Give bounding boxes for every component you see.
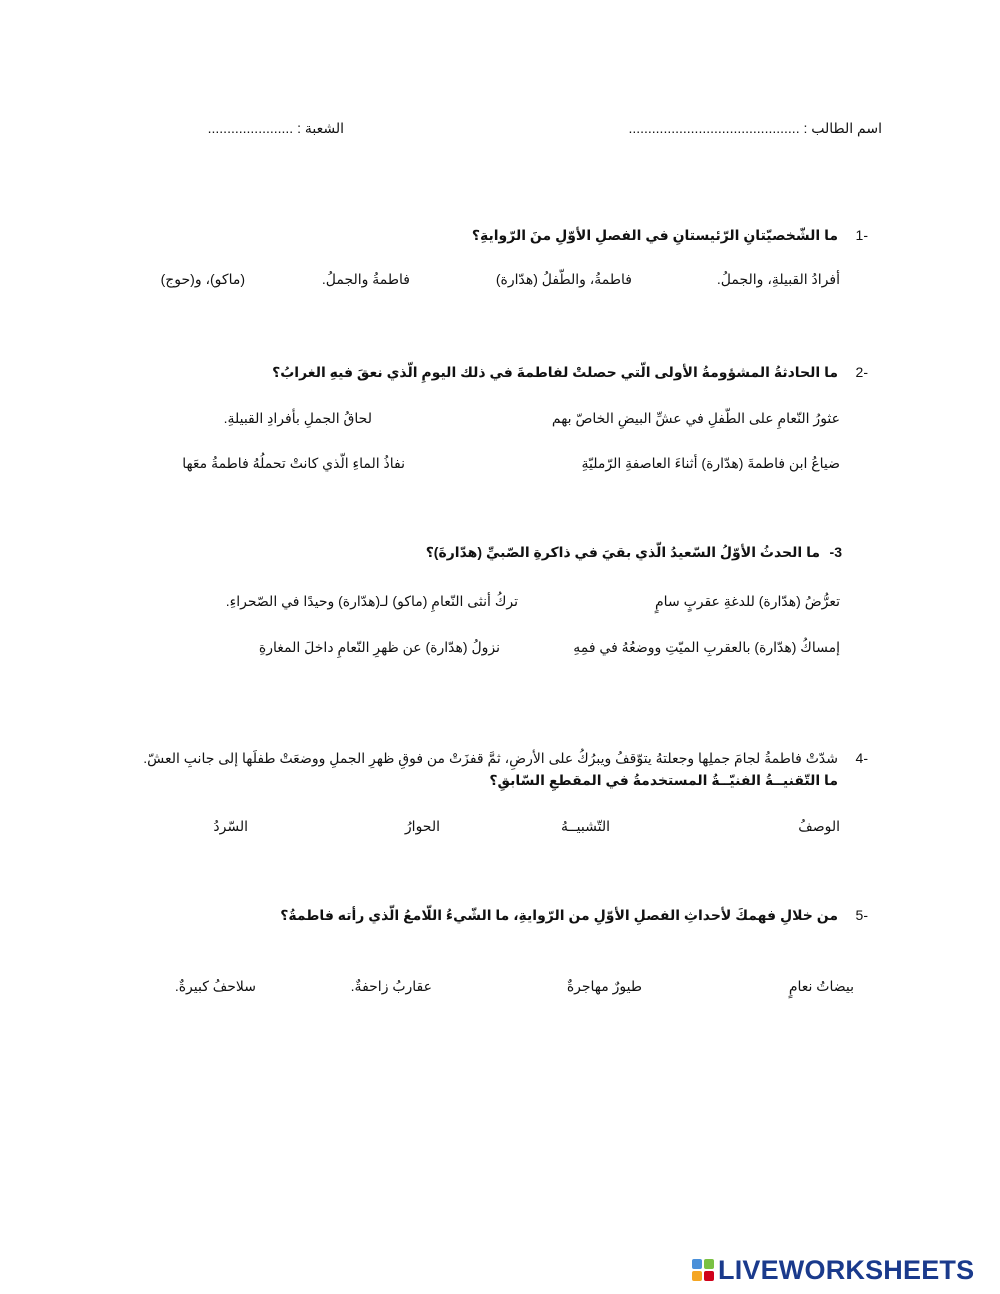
q2-option-4[interactable]: نفاذُ الماءِ الّذي كانتْ تحملُهُ فاطمةُ معَها — [182, 455, 405, 471]
q4-option-4[interactable]: السّردُ — [213, 818, 248, 834]
q1-option-1[interactable]: أفرادُ القبيلةِ، والجملُ. — [716, 271, 840, 287]
q3-option-3[interactable]: إمساكُ (هدّارة) بالعقربِ الميّتِ ووضعُهُ في فمِهِ — [573, 639, 840, 655]
q5-question: من خلالِ فهمكَ لأحداثِ الفصلِ الأوّلِ من الرّوايةِ، ما الشّيءُ اللّامعُ الّذي رأته فاطمةُ؟ — [280, 907, 838, 923]
section-field[interactable]: الشعبة : ...................... — [207, 120, 344, 136]
q1-option-2[interactable]: فاطمةُ، والطّفلُ (هدّارة) — [495, 271, 632, 287]
student-name-field[interactable]: اسم الطالب : ............................................ — [628, 120, 882, 136]
q1-number: 1- — [855, 227, 868, 243]
q2-number: 2- — [855, 364, 868, 380]
q2-option-3[interactable]: ضياعُ ابن فاطمةَ (هدّارة) أثناءَ العاصفةِ الرّمليّةِ — [581, 455, 840, 471]
q5-option-1[interactable]: بيضاتُ نعامٍ — [788, 978, 854, 994]
q5-number: 5- — [855, 907, 868, 923]
q4-number: 4- — [855, 750, 868, 766]
q5-option-2[interactable]: طيورٌ مهاجرةٌ — [566, 978, 642, 994]
q2-option-1[interactable]: عثورُ النّعامِ على الطّفلِ في عشِّ البيضِ الخاصّ بهم — [551, 410, 840, 426]
logo-icon — [692, 1259, 714, 1281]
q1-option-3[interactable]: فاطمةُ والجملُ. — [321, 271, 410, 287]
q4-option-1[interactable]: الوصفُ — [798, 818, 840, 834]
q4-option-2[interactable]: التّشبيــهُ — [560, 818, 610, 834]
q2-option-2[interactable]: لحاقُ الجملِ بأفرادِ القبيلةِ. — [223, 410, 372, 426]
q4-option-3[interactable]: الحوارُ — [404, 818, 440, 834]
logo-text: LIVEWORKSHEETS — [718, 1254, 975, 1285]
q3-option-4[interactable]: نزولُ (هدّارة) عن ظهرِ النّعامِ داخلَ المغارةِ — [258, 639, 500, 655]
q4-question: ما التّقنيــةُ الفنيّــةُ المستخدمةُ في المقطعِ السّابقِ؟ — [489, 772, 838, 788]
q5-option-3[interactable]: عقاربُ زاحفةٌ. — [350, 978, 432, 994]
q2-question: ما الحادثةُ المشؤومةُ الأولى الّتي حصلتْ لفاطمةَ في ذلك اليومِ الّذي نعقَ فيهِ الغرابُ؟ — [272, 364, 838, 380]
liveworksheets-logo — [692, 1254, 974, 1286]
q3-option-2[interactable]: تركُ أنثى النّعامِ (ماكو) لـ(هدّارة) وحيدًا في الصّحراءِ. — [225, 593, 518, 609]
q1-option-4[interactable]: (ماكو)، و(حوج) — [160, 271, 245, 287]
q3-question: ما الحدثُ الأوّلُ السّعيدُ الّذي بقيَ في ذاكرةِ الصّبيِّ (هدّارةَ)؟ — [425, 544, 820, 560]
q4-passage: شدّتْ فاطمةُ لجامَ جملِها وجعلتهُ يتوّقفُ ويبرُكُ على الأرضِ، ثمَّ قفزَتْ من فوقِ ظهرِ الجملِ ووضعَتْ طفلَها إلى جانبِ العشّ. — [143, 750, 838, 766]
q3-option-1[interactable]: تعرُّضُ (هدّارة) للدغةِ عقربٍ سامٍ — [655, 593, 840, 609]
q5-option-4[interactable]: سلاحفُ كبيرةٌ. — [174, 978, 256, 994]
q1-question: ما الشّخصيّتانِ الرّئيستانِ في الفصلِ الأوّلِ منَ الرّوايةِ؟ — [471, 227, 838, 243]
q3-number: 3- — [829, 544, 842, 560]
